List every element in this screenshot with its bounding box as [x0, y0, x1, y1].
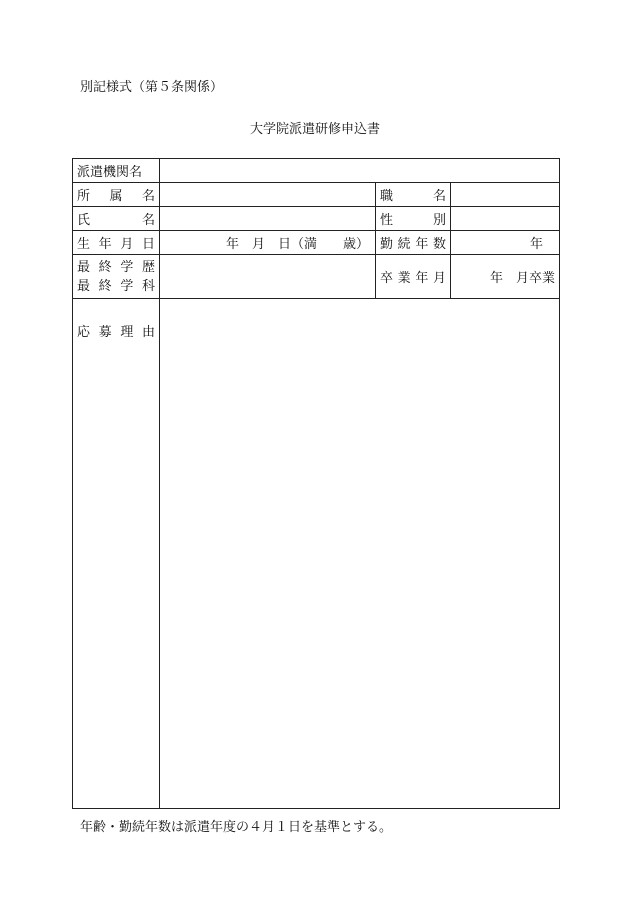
- reason-label: 応 募 理 由: [73, 299, 160, 809]
- row-reason: [73, 299, 560, 809]
- position-label: 職 名: [376, 183, 451, 207]
- service-years-label: 勤 続 年 数: [376, 231, 451, 255]
- final-department-label: 最 終 学 科: [77, 278, 155, 294]
- education-label: [73, 255, 160, 299]
- row-affiliation: [73, 183, 560, 207]
- reason-field[interactable]: [160, 299, 560, 809]
- footer-note: 年齢・勤続年数は派遣年度の４月１日を基準とする。: [80, 820, 393, 835]
- birthdate-label: 生 年 月 日: [73, 231, 160, 255]
- row-birthdate: [73, 231, 560, 255]
- graduation-field[interactable]: 年 月卒業: [451, 255, 560, 299]
- row-dispatch-org: [73, 159, 560, 183]
- affiliation-field[interactable]: [160, 183, 376, 207]
- name-label: 氏 名: [73, 207, 160, 231]
- position-field[interactable]: [451, 183, 560, 207]
- document-title: 大学院派遣研修申込書: [249, 122, 380, 137]
- dispatch-org-label: 派遣機関名: [73, 159, 160, 183]
- gender-label: 性 別: [376, 207, 451, 231]
- application-form-table: [72, 158, 560, 809]
- row-education: [73, 255, 560, 299]
- row-name: [73, 207, 560, 231]
- education-field[interactable]: [160, 255, 376, 299]
- graduation-label: 卒 業 年 月: [376, 255, 451, 299]
- affiliation-label: 所 属 名: [73, 183, 160, 207]
- service-years-field[interactable]: 年: [451, 231, 560, 255]
- gender-field[interactable]: [451, 207, 560, 231]
- form-style-note: 別記様式（第５条関係）: [80, 80, 224, 95]
- birthdate-field[interactable]: 年 月 日（満 歳）: [160, 231, 376, 255]
- final-education-label: 最 終 学 歴: [77, 259, 155, 275]
- dispatch-org-field[interactable]: [160, 159, 560, 183]
- name-field[interactable]: [160, 207, 376, 231]
